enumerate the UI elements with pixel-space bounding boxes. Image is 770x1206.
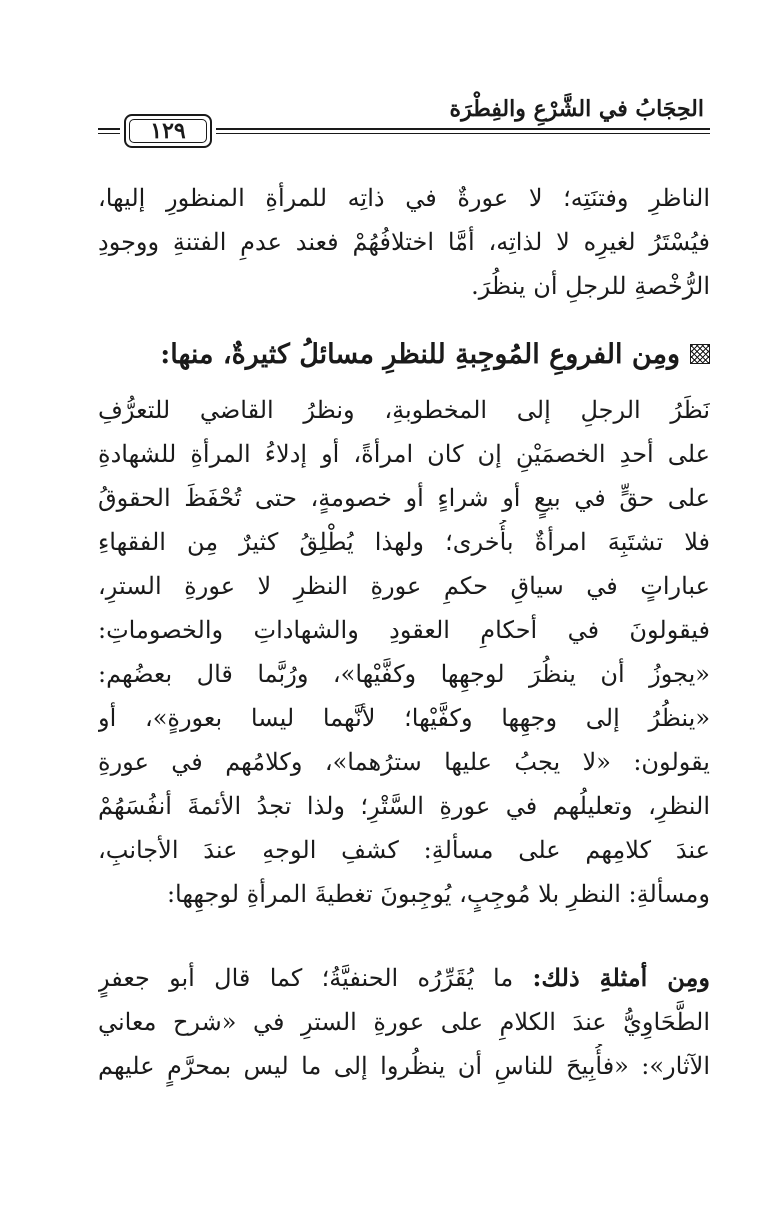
header-rule-left [98, 128, 120, 130]
text-line-rest: ما يُقَرِّرُه الحنفيَّةُ؛ كما قال أبو جعفرٍ [98, 964, 533, 992]
text-line: عباراتٍ في سياقِ حكمِ عورةِ النظرِ لا عورةِ السترِ، [98, 572, 710, 600]
page-number-text: ١٢٩ [150, 118, 186, 144]
ornament-icon [690, 344, 710, 364]
paragraph-1 [98, 176, 710, 308]
text-line: النظرِ، وتعليلُهم في عورةِ السَّتْرِ؛ ولذا تجدُ الأئمةَ أنفُسَهُمْ [98, 792, 710, 820]
paragraph-lead: ومِن أمثلةِ ذلك: [532, 963, 710, 992]
text-line: «ينظُرُ إلى وجهِها وكفَّيْها؛ لأنَّهما ليسا بعورةٍ»، أو [98, 704, 710, 732]
paragraph-2 [98, 388, 710, 916]
section-heading [98, 330, 710, 378]
running-title: الحِجَابُ في الشَّرْعِ والفِطْرَة [449, 96, 704, 122]
text-line: الطَّحَاوِيُّ عندَ الكلامِ على عورةِ السترِ في «شرح معاني [98, 1008, 710, 1036]
text-line: الآثار»: «فأُبِيحَ للناسِ أن ينظُروا إلى ما ليس بمحرَّمٍ عليهم [98, 1052, 710, 1080]
text-line: ومسألةِ: النظرِ بلا مُوجِبٍ، يُوجِبونَ تغطيةَ المرأةِ لوجهِها: [166, 880, 710, 908]
text-line: عندَ كلامِهم على مسألةِ: كشفِ الوجهِ عندَ الأجانبِ، [98, 836, 710, 864]
section-heading-text: ومِن الفروعِ المُوجِبةِ للنظرِ مسائلُ كثيرةٌ، منها: [160, 338, 680, 370]
header-rule [216, 133, 710, 134]
text-line: يقولون: «لا يجبُ عليها سترُهما»، وكلامُهم في عورةِ [98, 748, 710, 776]
page-number [124, 114, 212, 148]
text-line: على أحدِ الخصمَيْنِ إن كان امرأةً، أو إدلاءُ المرأةِ للشهادةِ [98, 440, 710, 468]
header-rule-left [98, 133, 120, 134]
text-line: فيُسْتَرُ لغيرِه لا لذاتِه، أمَّا اختلافُهُمْ فعند عدمِ الفتنةِ ووجودِ [98, 228, 710, 256]
text-line: الرُّخْصةِ للرجلِ أن ينظُرَ. [471, 272, 710, 300]
page-header [98, 96, 710, 152]
text-line: نَظَرُ الرجلِ إلى المخطوبةِ، ونظرُ القاضي للتعرُّفِ [98, 396, 710, 424]
header-rule [216, 128, 710, 130]
text-line: فلا تشتَبِهَ امرأةٌ بأُخرى؛ ولهذا يُطْلِقُ كثيرٌ مِن الفقهاءِ [98, 528, 710, 556]
paragraph-3 [98, 956, 710, 1088]
text-line: «يجوزُ أن ينظُرَ لوجهِها وكفَّيْها»، ورُبَّما قال بعضُهم: [98, 660, 710, 688]
text-line: على حقٍّ في بيعٍ أو شراءٍ أو خصومةٍ، حتى تُحْفَظَ الحقوقُ [98, 484, 710, 512]
text-line: الناظرِ وفتنَتِه؛ لا عورةٌ في ذاتِه للمرأةِ المنظورِ إليها، [98, 184, 710, 212]
text-line [98, 956, 710, 1000]
text-line: فيقولونَ في أحكامِ العقودِ والشهاداتِ والخصوماتِ: [98, 616, 710, 644]
